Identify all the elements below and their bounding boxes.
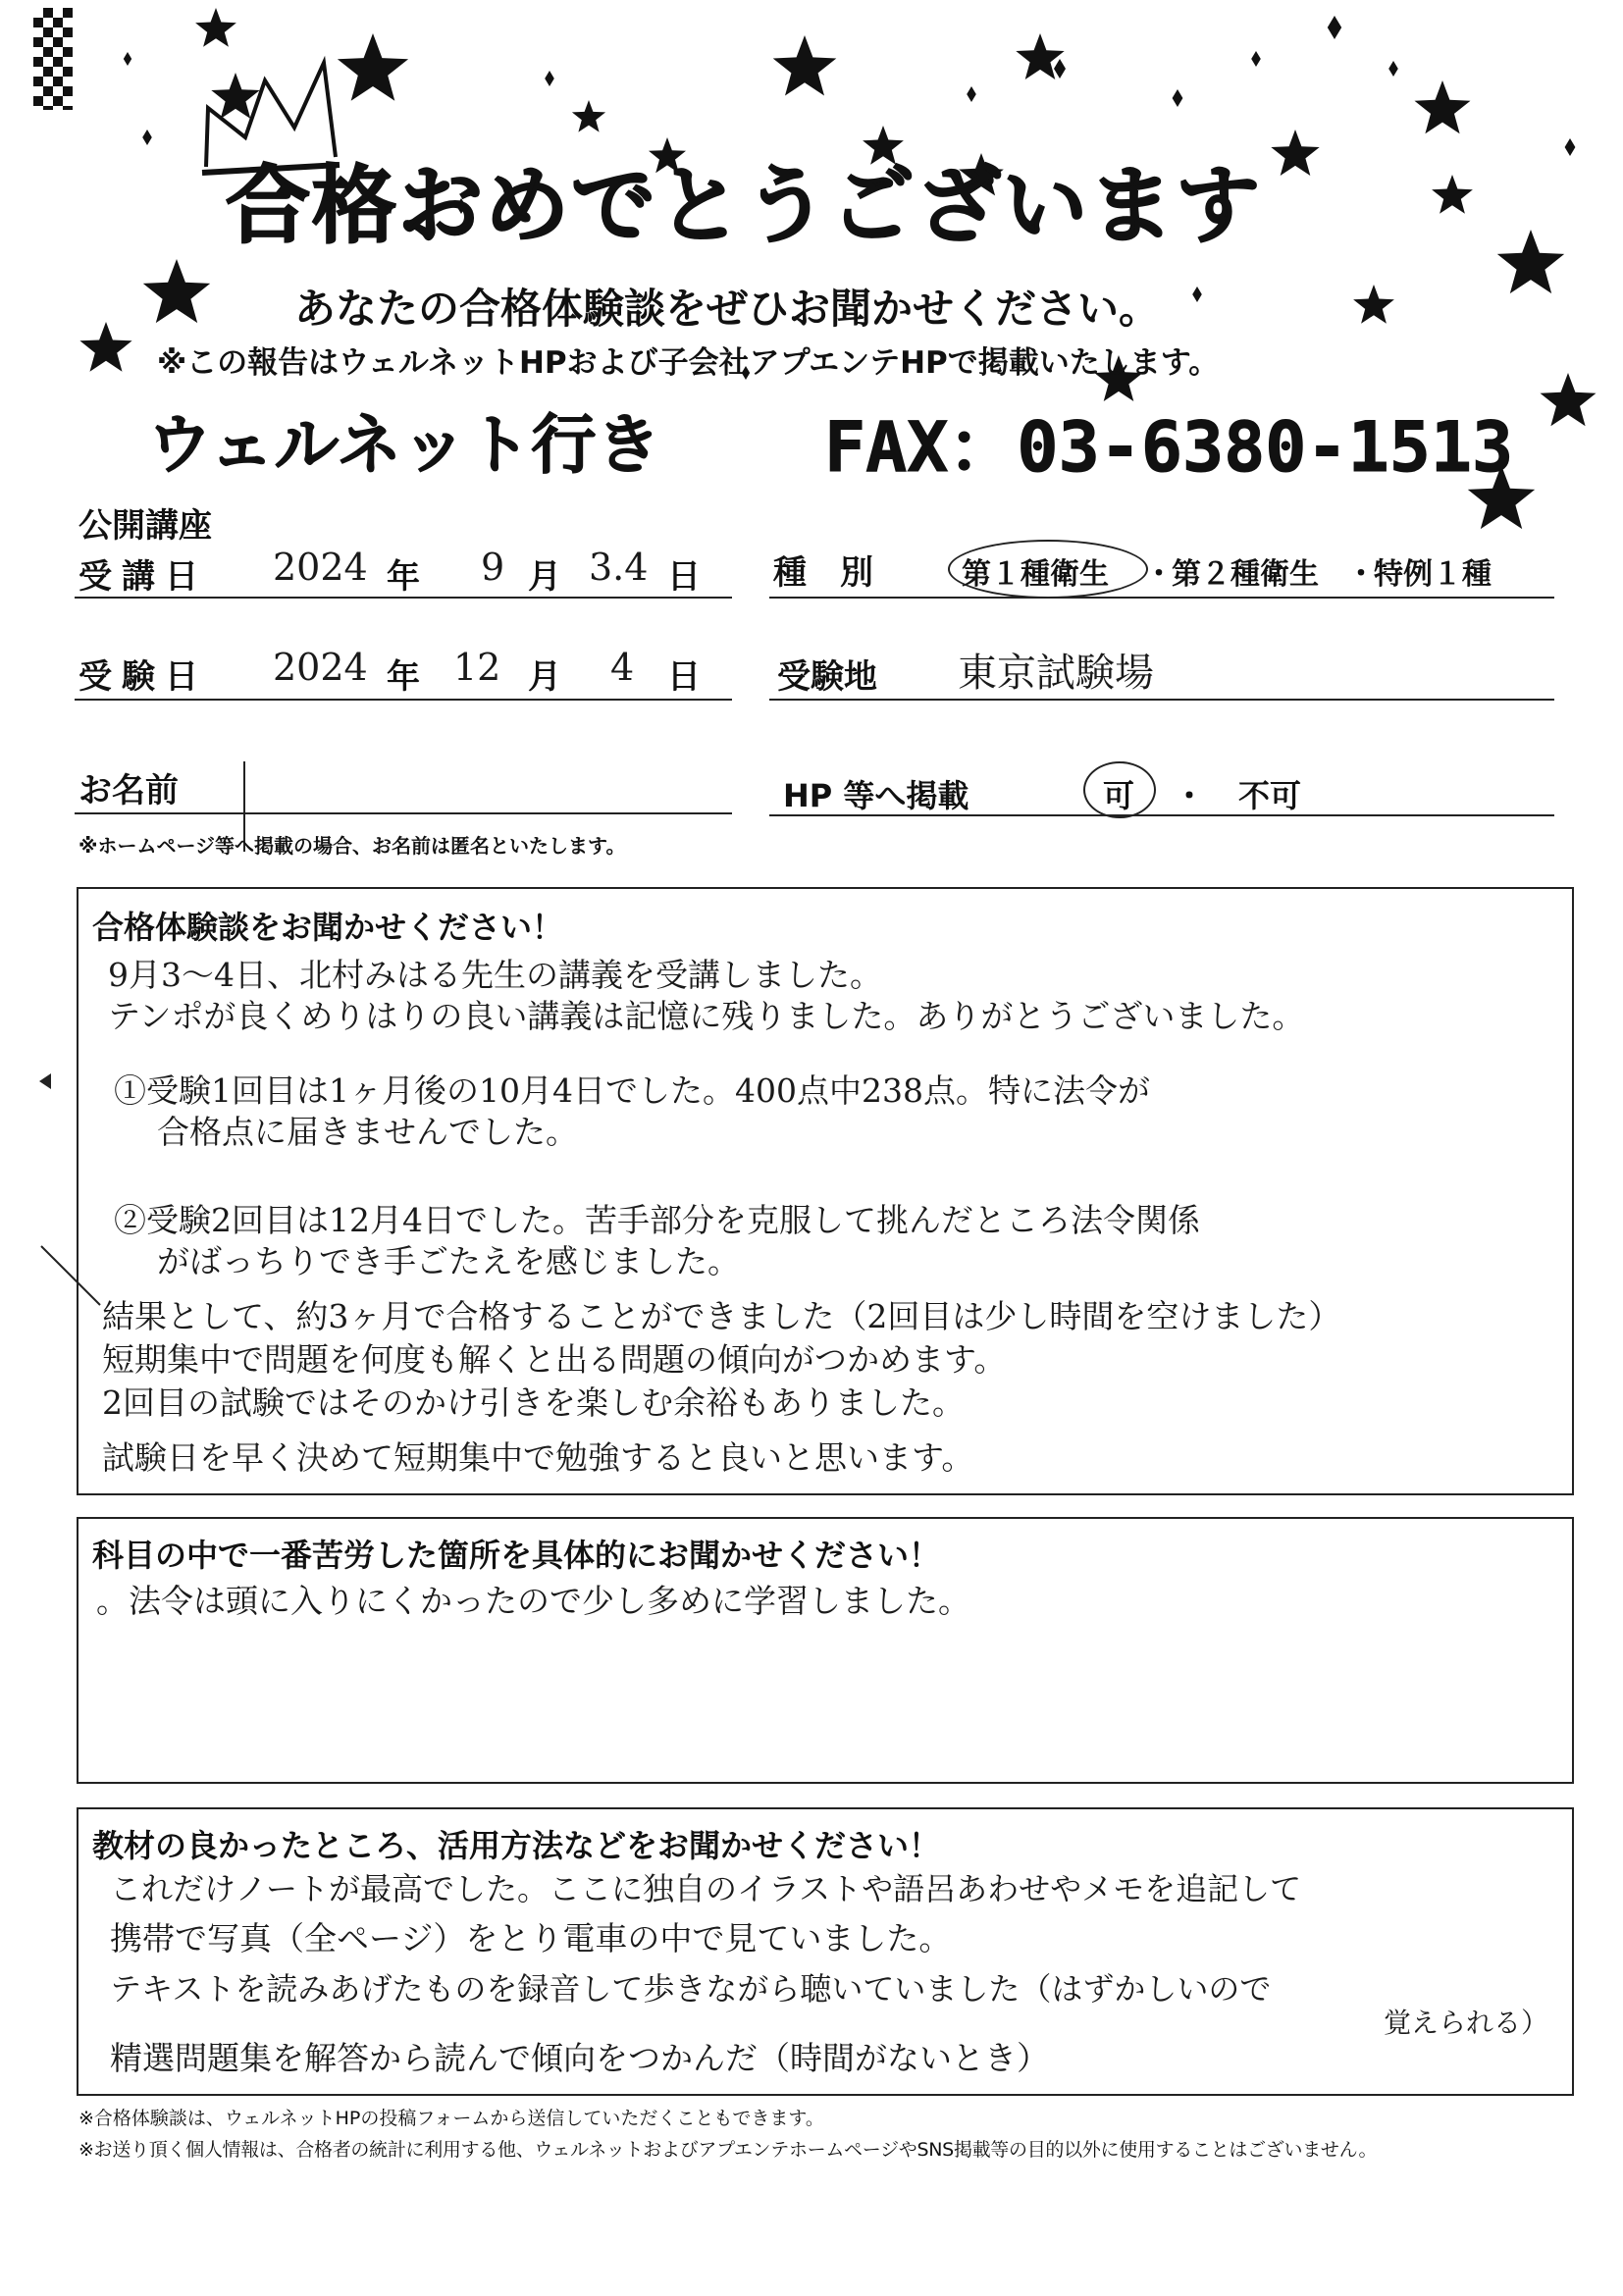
materials-line: 覚えられる） [1384,2007,1549,2039]
exam-site-value: 東京試験場 [958,651,1154,696]
day-unit: 日 [667,557,701,597]
materials-line: 精選問題集を解答から読んで傾向をつかんだ（時間がないとき） [110,2039,1049,2077]
experience-line: 試験日を早く決めて短期集中で勉強すると良いと思います。 [102,1438,974,1477]
diamond-shape [142,130,152,145]
month-unit: 月 [528,557,561,597]
year-unit: 年 [387,557,420,597]
diamond-shape [967,86,976,102]
experience-line: ①受験1回目は1ヶ月後の10月4日でした。400点中238点。特に法令が [114,1071,1150,1110]
star-shape [1432,175,1473,214]
type-underline [769,597,1554,599]
type-label: 種 別 [773,553,873,593]
publish-option-no: 不可 [1238,777,1302,814]
publish-option-yes: 可 [1103,777,1135,814]
diamond-shape [1565,138,1576,156]
type-separator: ・ [1346,557,1376,592]
star-shape [1497,230,1564,293]
lecture-date-label: 受講日 [79,557,208,597]
diamond-shape [1328,16,1341,39]
publish-notice: ※この報告はウェルネットHPおよび子会社アプエンテHPで掲載いたします。 [157,345,1220,381]
footer-note-2: ※お送り頂く個人情報は、合格者の統計に利用する他、ウェルネットおよびアプエンテホームページやSNS掲載等の目的以外に使用することはございません。 [79,2139,1378,2161]
experience-line: ②受験2回目は12月4日でした。苦手部分を克服して挑んだところ法令関係 [114,1201,1200,1239]
star-shape [195,8,236,47]
diamond-shape [1054,59,1066,78]
diamond-shape [1192,287,1202,302]
experience-line: がばっちりでき手ごたえを感じました。 [157,1242,740,1280]
diamond-shape [1173,89,1183,107]
exam-day-value: 4 [610,646,635,689]
star-shape [338,33,408,101]
page-title: 合格おめでとうございます [226,157,1262,255]
experience-line: 合格点に届きませんでした。 [157,1113,578,1151]
course-label: 公開講座 [79,506,212,546]
diamond-shape [545,71,554,86]
exam-date-label: 受験日 [79,657,208,697]
experience-line: 短期集中で問題を何度も解くと出る問題の傾向がつかめます。 [102,1340,1007,1379]
checker-pattern [33,8,73,110]
diamond-shape [124,52,131,66]
exam-date-underline [75,699,732,701]
type-option-3: 特例１種 [1374,557,1492,592]
lecture-month-value: 9 [481,546,505,589]
page-subtitle: あなたの合格体験談をぜひお聞かせください。 [294,285,1161,333]
day-unit: 日 [667,657,701,697]
type-selected-circle [948,540,1148,599]
name-underline [75,812,732,814]
month-unit: 月 [528,657,561,697]
difficult-title: 科目の中で一番苦労した箇所を具体的にお聞かせください！ [92,1537,941,1574]
materials-title: 教材の良かったところ、活用方法などをお聞かせください！ [92,1827,941,1864]
star-shape [143,259,210,323]
margin-arrow-mark [39,1073,51,1089]
name-label: お名前 [79,771,179,810]
star-shape [1353,285,1394,324]
experience-line: 結果として、約3ヶ月で合格することができました（2回目は少し時間を空けました） [102,1297,1341,1335]
exam-site-label: 受験地 [777,657,877,697]
name-anonymity-note: ※ホームページ等へ掲載の場合、お名前は匿名といたします。 [79,834,626,858]
exam-site-underline [769,699,1554,701]
materials-line: これだけノートが最高でした。ここに独自のイラストや語呂あわせやメモを追記して [110,1870,1302,1907]
star-shape [572,100,605,132]
fax-number: FAX：03-6380-1513 [824,407,1514,488]
exam-month-value: 12 [453,646,501,689]
publish-underline [769,814,1554,816]
difficult-line: 。法令は頭に入りにくかったので少し多めに学習しました。 [96,1582,970,1620]
experience-title: 合格体験談をお聞かせください！ [92,909,564,946]
publish-separator: ・ [1174,777,1206,814]
type-option-1: 第１種衛生 [962,557,1109,592]
exam-year-value: 2024 [273,646,368,689]
star-shape [1541,373,1597,426]
publish-label: HP 等へ掲載 [783,777,969,814]
year-unit: 年 [387,657,420,697]
diamond-shape [1388,61,1398,77]
margin-stroke-mark [37,1242,106,1311]
lecture-date-underline [75,597,732,599]
lecture-year-value: 2024 [273,546,368,589]
diamond-shape [1251,51,1261,67]
fax-destination: ウェルネット行き [147,407,661,483]
experience-line: 2回目の試験ではそのかけ引きを楽しむ余裕もありました。 [102,1383,965,1422]
materials-line: 携帯で写真（全ページ）をとり電車の中で見ていました。 [110,1919,952,1957]
star-shape [1415,80,1471,133]
publish-selected-circle [1083,761,1156,818]
type-option-2: 第２種衛生 [1172,557,1319,592]
lecture-day-value: 3.4 [589,546,649,589]
materials-line: テキストを読みあげたものを録音して歩きながら聴いていました（はずかしいので [110,1970,1272,2008]
star-shape [773,35,837,96]
star-shape [1271,130,1319,176]
type-separator: ・ [1144,557,1174,592]
experience-line: テンポが良くめりはりの良い講義は記憶に残りました。ありがとうございました。 [108,997,1305,1035]
experience-line: 9月3～4日、北村みはる先生の講義を受講しました。 [108,956,882,994]
footer-note-1: ※合格体験談は、ウェルネットHPの投稿フォームから送信していただくこともできます。 [79,2108,824,2129]
star-shape [79,322,131,372]
